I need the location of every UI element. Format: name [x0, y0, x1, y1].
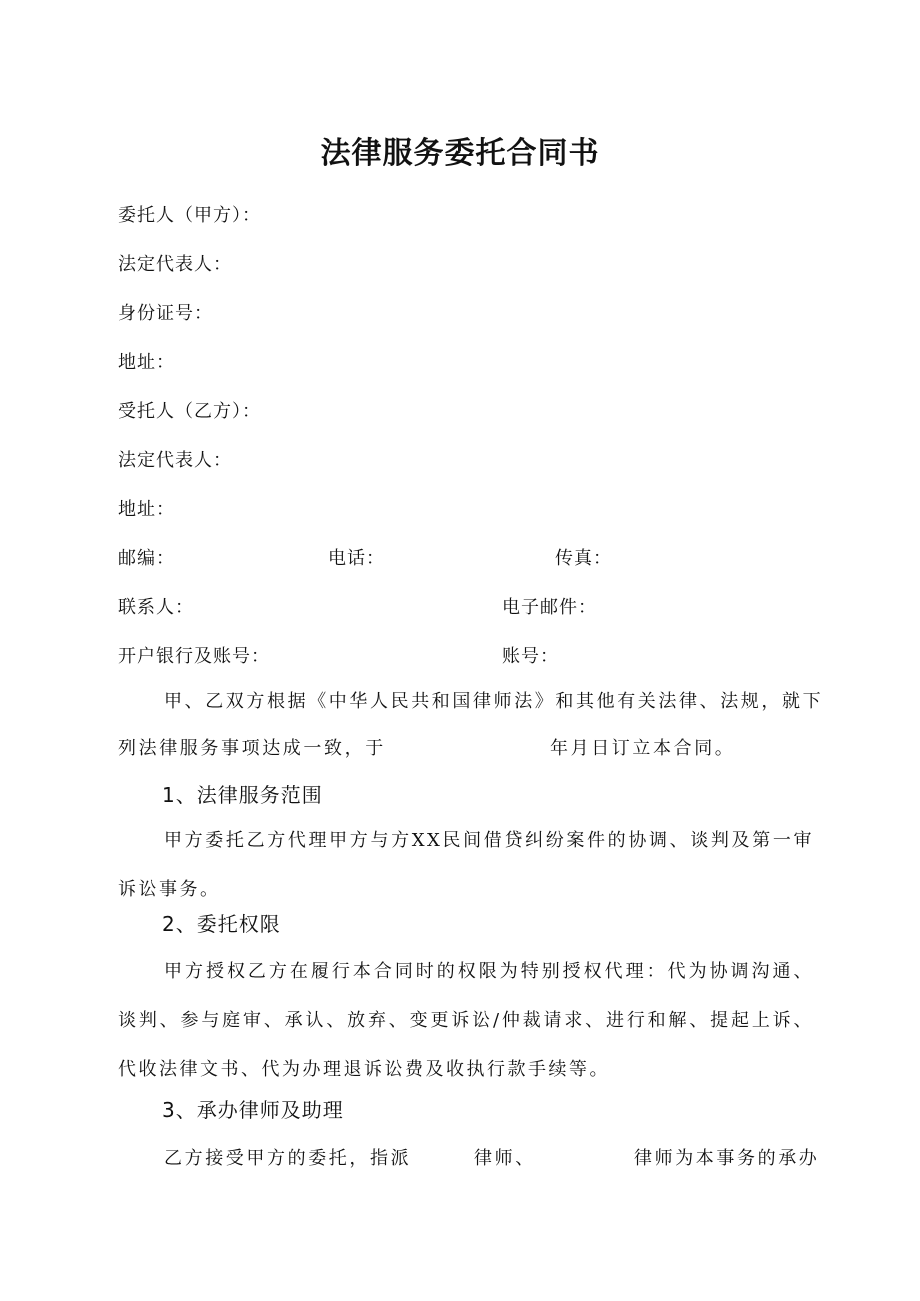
fax-label: 传真： [555, 548, 612, 569]
section-3-heading: 3、承办律师及助理 [162, 1098, 344, 1122]
party-b-address-label: 地址： [118, 499, 175, 520]
party-a-address-label: 地址： [118, 352, 175, 373]
section-2-body: 甲方授权乙方在履行本合同时的权限为特别授权代理：代为协调沟通、谈判、参与庭审、承认、放弃、变更诉讼/仲裁请求、进行和解、提起上诉、代收法律文书、代为办理退诉讼费及收执行款手续等。 [118, 961, 814, 1080]
section-1-heading: 1、法律服务范围 [162, 783, 323, 807]
section-3-body-end: 律师为本事务的承办 [634, 1148, 820, 1169]
page-title: 法律服务委托合同书 [320, 136, 600, 171]
section-3-body-middle: 律师、 [474, 1148, 536, 1169]
intro-line-2-end: 年月日订立本合同。 [550, 738, 736, 759]
section-2-heading: 2、委托权限 [162, 912, 281, 936]
email-label: 电子邮件： [502, 597, 597, 618]
account-number-label: 账号： [502, 646, 559, 667]
postcode-label: 邮编： [118, 548, 175, 569]
party-b-legal-rep-label: 法定代表人： [118, 450, 232, 471]
intro-line-1: 甲、乙双方根据《中华人民共和国律师法》和其他有关法律、法规，就下 [164, 691, 824, 712]
bank-account-label: 开户银行及账号： [118, 646, 270, 667]
contact-label: 联系人： [118, 597, 194, 618]
phone-label: 电话： [328, 548, 385, 569]
intro-line-2-start: 列法律服务事项达成一致，于 [118, 738, 386, 759]
agent-label: 受托人（乙方）： [118, 401, 261, 422]
client-label: 委托人（甲方）： [118, 205, 261, 226]
party-a-legal-rep-label: 法定代表人： [118, 254, 232, 275]
id-number-label: 身份证号： [118, 303, 213, 324]
section-3-body-start: 乙方接受甲方的委托，指派 [164, 1148, 412, 1169]
section-1-body: 甲方委托乙方代理甲方与方XX民间借贷纠纷案件的协调、谈判及第一审诉讼事务。 [118, 830, 814, 900]
